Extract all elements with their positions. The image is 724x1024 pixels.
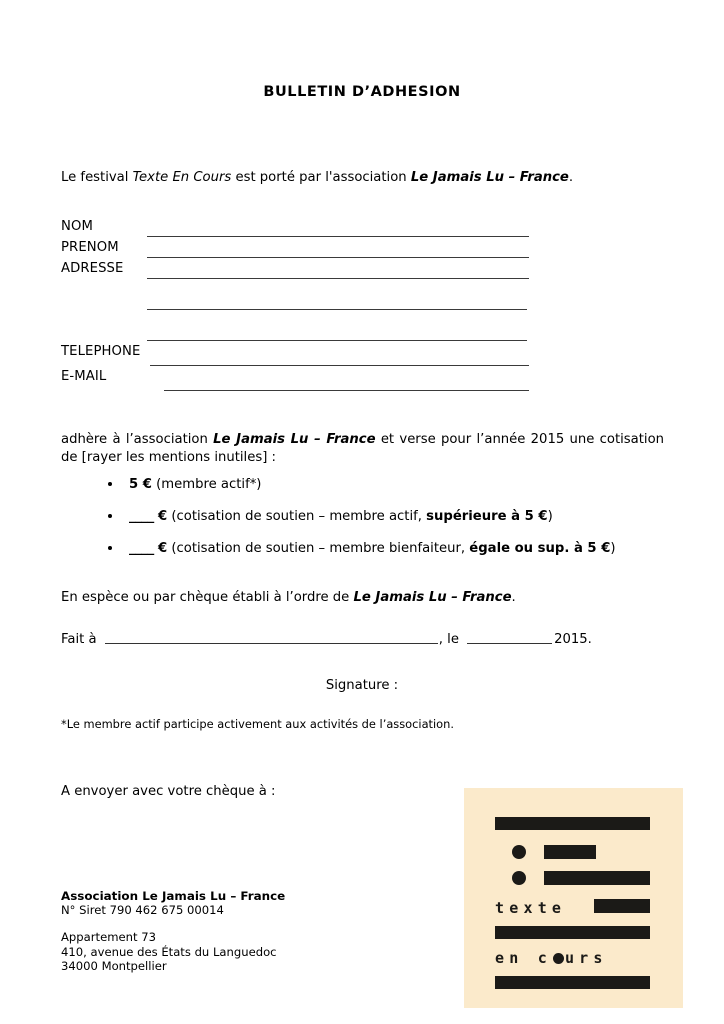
bullet-dot-icon [108,482,112,486]
field-input-email[interactable] [164,390,529,391]
field-input-prenom[interactable] [147,257,529,258]
logo-word-en-cours [495,951,608,966]
logo-bar-4-icon [594,899,650,913]
address-spacer [61,917,285,930]
fait-year: 2015. [554,632,592,647]
place-date-line [61,631,681,648]
logo-dot-2-icon [512,871,526,885]
fee-text-2: (cotisation de soutien – membre actif, [167,509,427,524]
field-input-telephone[interactable] [150,365,529,366]
fee-blank-3[interactable]: ____ [129,541,154,556]
signature-label: Signature : [325,678,399,693]
field-input-nom[interactable] [147,236,529,237]
fee-emphasis-2: supérieure à 5 € [426,509,548,524]
logo-word-urs: urs [564,949,608,967]
fee-amount-2: € [157,509,168,524]
logo-artwork [495,817,650,981]
date-input[interactable] [467,632,552,644]
bullet-dot-icon [108,546,112,550]
send-to-label: A envoyer avec votre chèque à : [61,784,276,799]
field-row-adresse-cont-1 [61,282,665,313]
form-fields [61,219,665,394]
field-input-adresse-cont-1[interactable] [147,309,527,310]
mailing-address [61,889,285,973]
association-name: Le Jamais Lu – France [410,170,569,185]
field-row-email [61,369,665,394]
logo-dot-1-icon [512,845,526,859]
page-title: BULLETIN D’ADHESION [263,84,461,100]
address-line-2: 410, avenue des États du Languedoc [61,944,277,959]
payment-prefix: En espèce ou par chèque établi à l’ordre de [61,590,354,605]
fee-amount-1: 5 € [129,477,152,492]
membership-paragraph [61,431,664,466]
association-name-payment: Le Jamais Lu – France [353,590,512,605]
fait-prefix: Fait à [61,632,101,647]
festival-name: Texte En Cours [132,170,232,185]
field-row-adresse [61,261,665,282]
logo-word-texte: texte [495,899,567,917]
list-item[interactable] [61,508,665,525]
footnote: *Le membre actif participe activement aux activités de l’association. [61,717,454,731]
intro-middle: est porté par l'association [231,170,411,185]
logo-circle-o-icon [553,953,564,964]
fee-tail-3: ) [610,541,616,556]
fee-text-3: (cotisation de soutien – membre bienfaiteur, [167,541,470,556]
field-label-nom: NOM [61,219,93,234]
logo-bar-2-icon [544,845,596,859]
logo-bar-5-icon [495,926,650,939]
logo-bar-3-icon [544,871,650,885]
field-row-prenom [61,240,665,261]
membership-prefix: adhère à l’association [61,432,214,447]
association-name-body: Le Jamais Lu – France [213,432,376,447]
logo-word-en-c: en c [495,949,552,967]
fee-tail-2: ) [547,509,553,524]
field-input-adresse-cont-2[interactable] [147,340,527,341]
fee-emphasis-3: égale ou sup. à 5 € [469,541,611,556]
address-organisation: Association Le Jamais Lu – France [61,889,286,903]
field-label-prenom: PRENOM [61,240,119,255]
intro-prefix: Le festival [61,170,133,185]
intro-paragraph [61,169,665,186]
list-item[interactable] [61,476,665,493]
fee-options-list [61,476,665,572]
field-row-adresse-cont-2 [61,313,665,344]
place-input[interactable] [105,632,438,644]
texte-en-cours-logo [464,788,683,1008]
fee-amount-3: € [157,541,168,556]
field-row-telephone [61,344,665,369]
fee-blank-2[interactable]: ____ [129,509,154,524]
list-item[interactable] [61,540,665,557]
address-line-3: 34000 Montpellier [61,958,167,973]
intro-suffix: . [568,170,574,185]
field-label-email: E-MAIL [61,369,107,384]
bullet-dot-icon [108,514,112,518]
fee-text-1: (membre actif*) [151,477,262,492]
field-label-telephone: TELEPHONE [61,344,141,359]
logo-bar-1-icon [495,817,650,830]
payment-instruction [61,589,665,606]
fait-middle: , le [438,632,464,647]
payment-suffix: . [511,590,516,605]
membership-suffix: et verse pour l’année 2015 une cotisation de [rayer les mentions inutiles] : [61,432,664,465]
field-row-nom [61,219,665,240]
field-input-adresse[interactable] [147,278,529,279]
field-label-adresse: ADRESSE [61,261,124,276]
address-line-1: Appartement 73 [61,930,156,945]
logo-bar-6-icon [495,976,650,989]
address-siret: N° Siret 790 462 675 00014 [61,903,224,918]
